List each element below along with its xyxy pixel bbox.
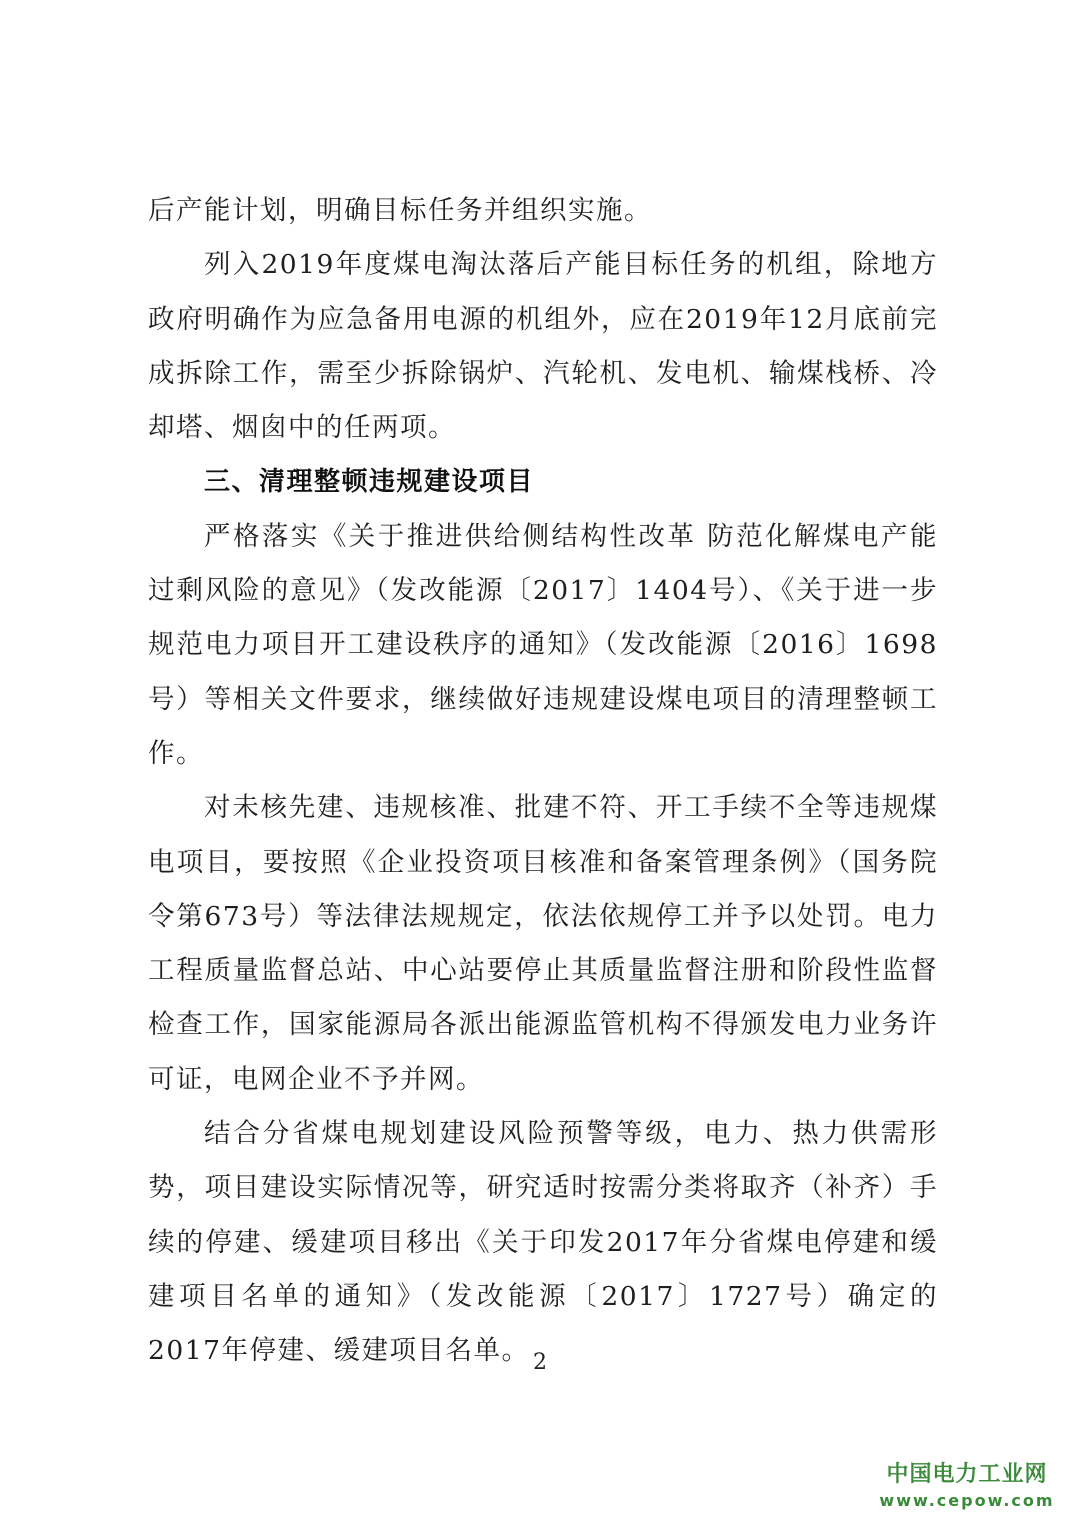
paragraph-5: 结合分省煤电规划建设风险预警等级，电力、热力供需形势，项目建设实际情况等，研究适时按需分类将取齐（补齐）手续的停建、缓建项目移出《关于印发2017年分省煤电停建和缓建项目名单的通知》（发改能源〔2017〕1727号）确定的2017年停建、缓建项目名单。 xyxy=(148,1118,938,1367)
paragraph-4: 对未核先建、违规核准、批建不符、开工手续不全等违规煤电项目，要按照《企业投资项目核准和备案管理条例》（国务院令第673号）等法律法规规定，依法依规停工并予以处罚。电力工程质量监督总站、中心站要停止其质量监督注册和阶段性监督检查工作，国家能源局各派出能源监管机构不得颁发电力业务许可证，电网企业不予并网。 xyxy=(148,792,938,1095)
watermark-title: 中国电力工业网 xyxy=(886,1462,1048,1487)
document-body xyxy=(148,184,938,1379)
watermark-url: www.cepow.com xyxy=(879,1491,1055,1510)
watermark-logo xyxy=(872,1460,1062,1512)
section-heading: 三、清理整顿违规建设项目 xyxy=(204,467,535,498)
page-number: 2 xyxy=(533,1350,547,1375)
paragraph-1: 后产能计划，明确目标任务并组织实施。 xyxy=(148,195,652,226)
paragraph-2: 列入2019年度煤电淘汰落后产能目标任务的机组，除地方政府明确作为应急备用电源的机组外，应在2019年12月底前完成拆除工作，需至少拆除锅炉、汽轮机、发电机、输煤栈桥、冷却塔、烟囱中的任两项。 xyxy=(148,249,938,444)
paragraph-3: 严格落实《关于推进供给侧结构性改革 防范化解煤电产能过剩风险的意见》（发改能源〔2017〕1404号）、《关于进一步规范电力项目开工建设秩序的通知》（发改能源〔2016〕1698号）等相关文件要求，继续做好违规建设煤电项目的清理整顿工作。 xyxy=(148,520,938,769)
